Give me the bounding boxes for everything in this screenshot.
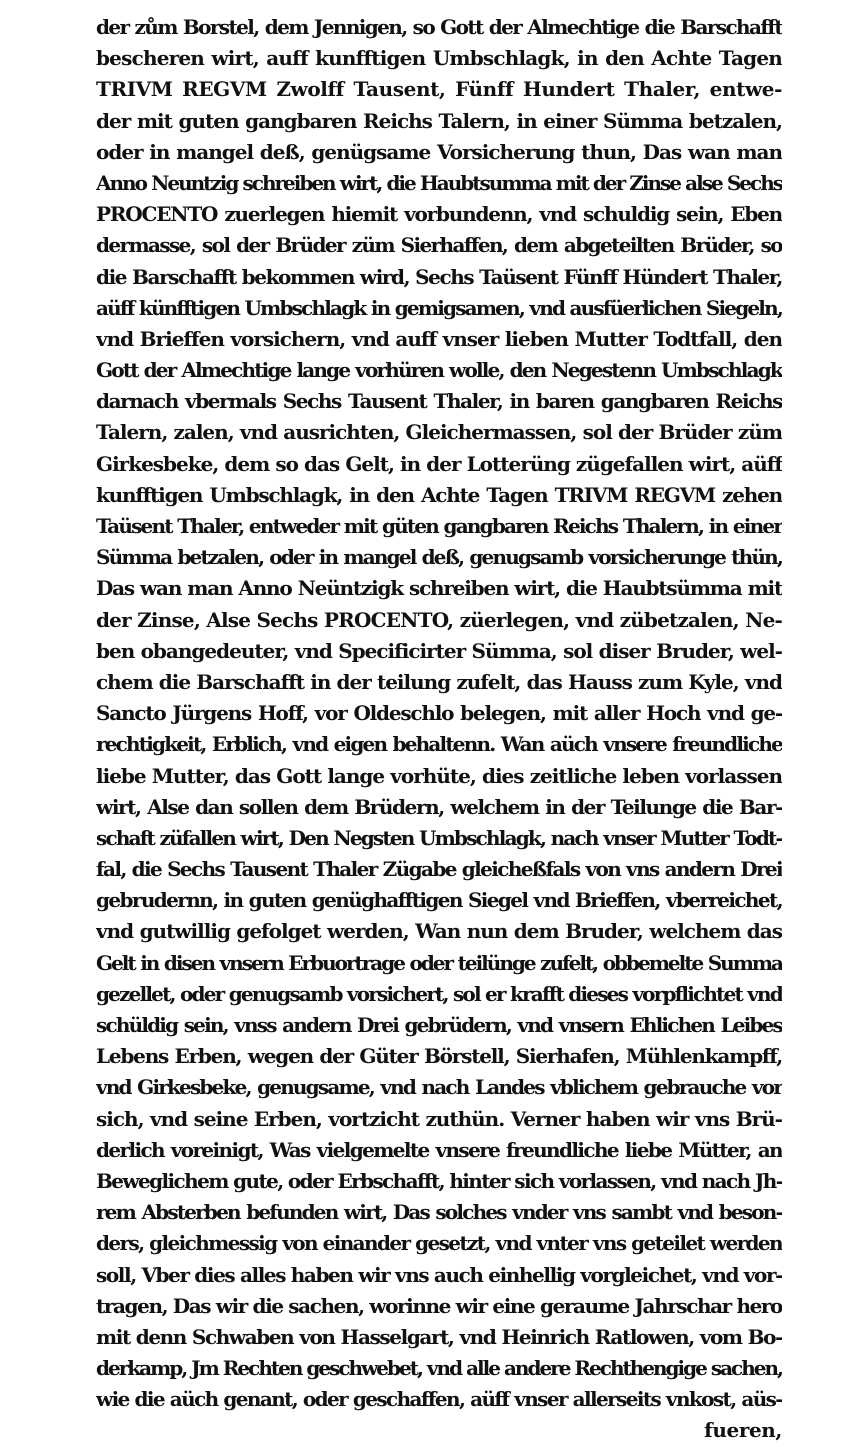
text-line: dermasse, sol der Brüder züm Sierhaffen, dem abgeteilten Brüder, so	[96, 233, 782, 258]
text-line: tragen, Das wir die sachen, worinne wir eine geraume Jahrschar hero	[96, 1293, 782, 1318]
text-line: bescheren wirt, auff kunfftigen Umbschlagk, in den Achte Tagen	[96, 46, 782, 71]
text-line: sich, vnd seine Erben, vortzicht zuthün. Verner haben wir vns Brü-	[96, 1106, 782, 1131]
text-line: liebe Mutter, das Gott lange vorhüte, dies zeitliche leben vorlassen	[96, 763, 782, 788]
text-line: Beweglichem gute, oder Erbschafft, hinter sich vorlassen, vnd nach Jh-	[96, 1168, 782, 1193]
text-line: vnd Brieffen vorsichern, vnd auff vnser lieben Mutter Todtfall, den	[96, 326, 782, 351]
text-line: der mit guten gangbaren Reichs Talern, in einer Sümma betzalen,	[96, 108, 782, 133]
text-line: Das wan man Anno Neüntzigk schreiben wirt, die Haubtsümma mit	[96, 576, 782, 601]
text-line: die Barschafft bekommen wird, Sechs Taüsent Fünff Hündert Thaler,	[96, 264, 782, 289]
text-line: TRIVM REGVM Zwolff Tausent, Fünff Hundert Thaler, entwe-	[96, 77, 782, 102]
text-line: derlich voreinigt, Was vielgemelte vnsere freundliche liebe Mütter, an	[96, 1137, 782, 1162]
text-line: Taüsent Thaler, entweder mit güten gangbaren Reichs Thalern, in einer	[96, 514, 782, 538]
text-line: rem Absterben befunden wirt, Das solches vnder vns sambt vnd beson-	[96, 1200, 782, 1225]
text-line: soll, Vber dies alles haben wir vns auch einhellig vorgleichet, vnd vor-	[96, 1262, 782, 1287]
text-line: kunfftigen Umbschlagk, in den Achte Tagen TRIVM REGVM zehen	[96, 482, 782, 507]
text-line: fal, die Sechs Tausent Thaler Zügabe gleicheßfals von vns andern Drei	[96, 857, 782, 882]
document-text-block	[96, 12, 782, 1447]
text-line: Sancto Jürgens Hoff, vor Oldeschlo belegen, mit aller Hoch vnd ge-	[96, 701, 782, 726]
text-line: wie die aüch genant, oder geschaffen, aüff vnser allerseits vnkost, aüs-	[96, 1387, 782, 1412]
text-line: schaft züfallen wirt, Den Negsten Umbschlagk, nach vnser Mutter Todt-	[96, 825, 782, 850]
text-line: Gott der Almechtige lange vorhüren wolle, den Negestenn Umbschlagk	[96, 358, 782, 383]
text-line: vnd Girkesbeke, genugsame, vnd nach Landes vblichem gebrauche vor	[96, 1075, 782, 1100]
text-line: Girkesbeke, dem so das Gelt, in der Lotterüng zügefallen wirt, aüff	[96, 451, 782, 476]
text-line: vnd gutwillig gefolget werden, Wan nun dem Bruder, welchem das	[96, 919, 782, 944]
text-line: ders, gleichmessig von einander gesetzt, vnd vnter vns geteilet werden	[96, 1231, 782, 1256]
text-line: gebrudernn, in guten genüghafftigen Siegel vnd Brieffen, vberreichet,	[96, 888, 782, 913]
text-line: oder in mangel deß, genügsame Vorsicherung thun, Das wan man	[96, 139, 782, 164]
text-line: chem die Barschafft in der teilung zufelt, das Hauss zum Kyle, vnd	[96, 669, 782, 694]
text-line: PROCENTO zuerlegen hiemit vorbundenn, vnd schuldig sein, Eben	[96, 202, 782, 227]
text-line: der Zinse, Alse Sechs PROCENTO, züerlegen, vnd zübetzalen, Ne-	[96, 607, 782, 632]
text-line: mit denn Schwaben von Hasselgart, vnd Heinrich Ratlowen, vom Bo-	[96, 1324, 782, 1349]
text-line: derkamp, Jm Rechten geschwebet, vnd alle andere Rechthengige sachen,	[96, 1356, 782, 1381]
text-line: Sümma betzalen, oder in mangel deß, genugsamb vorsicherunge thün,	[96, 545, 782, 570]
text-line: ben obangedeuter, vnd Specificirter Sümma, sol diser Bruder, wel-	[96, 638, 782, 663]
text-line: schüldig sein, vnss andern Drei gebrüdern, vnd vnsern Ehlichen Leibes	[96, 1013, 782, 1037]
text-line: der zům Borstel, dem Jennigen, so Gott der Almechtige die Barschafft	[96, 15, 782, 39]
text-line: aüff künfftigen Umbschlagk in gemigsamen, vnd ausfüerlichen Siegeln,	[96, 295, 782, 320]
text-line: Lebens Erben, wegen der Güter Börstell, Sierhafen, Mühlenkampff,	[96, 1044, 782, 1069]
text-line: Anno Neuntzig schreiben wirt, die Haubtsumma mit der Zinse alse Sechs	[96, 170, 782, 195]
text-line: darnach vbermals Sechs Tausent Thaler, in baren gangbaren Reichs	[96, 389, 782, 414]
text-line: Talern, zalen, vnd ausrichten, Gleichermassen, sol der Brüder züm	[96, 420, 782, 445]
text-line: wirt, Alse dan sollen dem Brüdern, welchem in der Teilunge die Bar-	[96, 794, 782, 819]
text-line: rechtigkeit, Erblich, vnd eigen behaltenn. Wan aüch vnsere freundliche	[96, 732, 782, 757]
text-line: Gelt in disen vnsern Erbuortrage oder teilünge zufelt, obbemelte Summa	[96, 950, 782, 975]
text-line: gezellet, oder genugsamb vorsichert, sol er krafft dieses vorpflichtet vnd	[96, 981, 782, 1006]
text-line: fueren,	[704, 1418, 782, 1443]
